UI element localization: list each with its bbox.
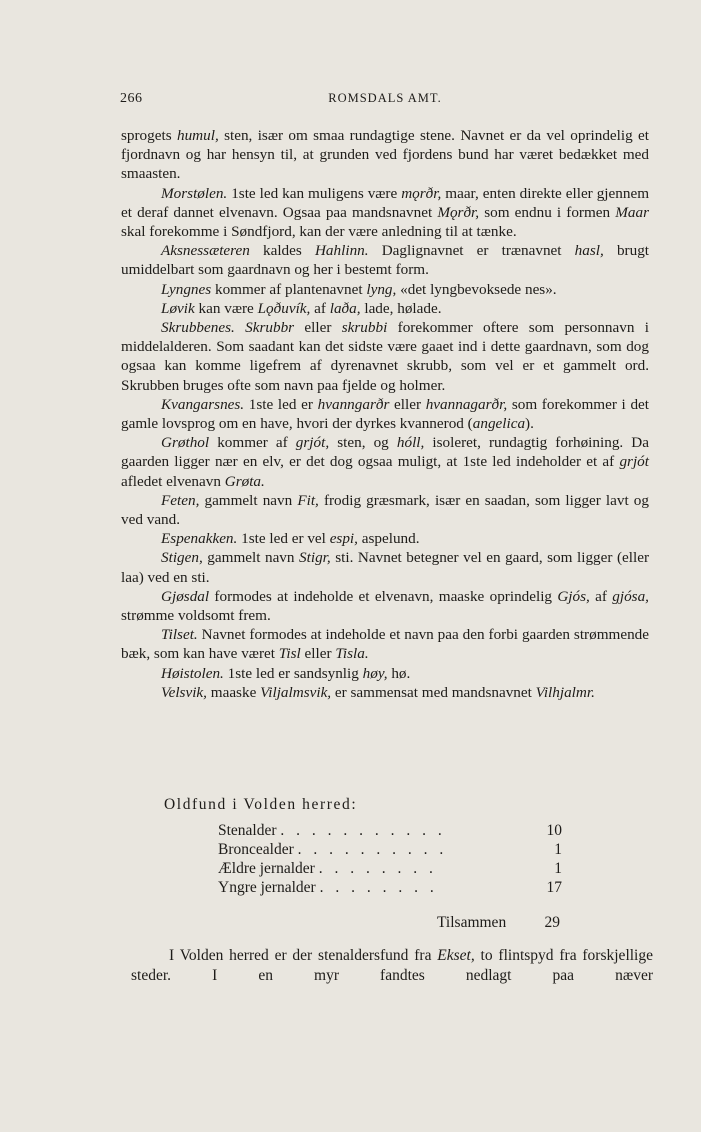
find-count: 10 (546, 821, 562, 839)
oldfund-row (218, 840, 562, 859)
period-cell (218, 821, 522, 840)
paragraph (121, 433, 649, 491)
text-run: hø. (387, 664, 411, 682)
italic-term: grjót, (295, 434, 330, 452)
leader-dots: . . . . . . . . (318, 859, 437, 877)
paragraph (121, 664, 649, 683)
oldfund-table (218, 821, 562, 897)
italic-term: Feten, (161, 491, 200, 509)
italic-term: Gjós, (557, 587, 590, 605)
italic-term: Skrubbr (245, 319, 295, 337)
period-cell (218, 878, 522, 897)
oldfund-title: Oldfund i Volden herred: (164, 796, 358, 813)
paragraph (121, 683, 649, 702)
text-run: to flintspyd fra forskjellige steder. I en myr fandtes nedlagt paa næver (131, 947, 653, 984)
text-run: afledet elvenavn (121, 472, 225, 490)
italic-term: angelica (472, 415, 526, 433)
paragraph (131, 946, 653, 985)
period-name: Stenalder (218, 821, 281, 839)
paragraph (121, 126, 649, 184)
italic-term: hvannagarðr, (425, 395, 508, 413)
italic-term: Tisl (278, 645, 301, 663)
text-run: 1ste led er vel (237, 530, 330, 548)
text-run: maar, enten direkte eller gjennem et deraf dannet elvenavn. Ogsaa paa mandsnavnet (121, 184, 650, 221)
italic-term: Velsvik, (161, 683, 207, 701)
text-run: gammelt navn (202, 549, 300, 567)
closing-paragraph (131, 946, 653, 985)
text-run: sten, især om smaa rundagtige stene. Navnet er da vel oprindelig et fjordnavn og har hensyn til, at grunden ved fjordens bund har været bedækket med smaasten. (121, 127, 649, 183)
italic-term: hóll, (396, 434, 425, 452)
text-run: brugt umiddelbart som gaardnavn og her i bestemt form. (121, 242, 650, 279)
italic-term: Viljalmsvik, (260, 683, 332, 701)
total-value: 29 (544, 914, 560, 931)
italic-term: skrubbi (341, 319, 388, 337)
text-run: kaldes (249, 242, 315, 260)
paragraph (121, 395, 649, 433)
text-run: «det lyngbevoksede nes». (396, 280, 557, 298)
italic-term: høy, (362, 664, 388, 682)
body-text (121, 126, 649, 702)
italic-term: Mǫrðr, (437, 203, 480, 221)
oldfund-row (218, 859, 562, 878)
text-run: gammelt navn (199, 491, 298, 509)
leader-dots: . . . . . . . . (319, 878, 438, 896)
text-run: aspelund. (357, 530, 420, 548)
leader-dots: . . . . . . . . . . (297, 840, 448, 858)
italic-term: Ekset, (437, 947, 475, 964)
text-run: forekommer oftere som personnavn i middelalderen. Som saadant kan det sidste være gaaet ind i dette gaardnavn, som dog ogsaa kan komme ligefrem af dyrenavnet skrubb, som vel er et gammelt ord. Skrubben bruges ofte som navn paa fjelde og holmer. (121, 319, 650, 394)
paragraph (121, 241, 649, 279)
text-run (235, 319, 245, 336)
italic-term: Løvik (161, 299, 195, 317)
italic-term: Hahlinn. (314, 242, 369, 260)
text-run: ). (525, 415, 534, 433)
italic-term: Høistolen. (161, 664, 224, 682)
text-run: lade, hølade. (360, 299, 442, 317)
paragraph (121, 318, 649, 395)
find-count: 17 (546, 878, 562, 896)
italic-term: Morstølen. (161, 184, 228, 202)
text-run: maaske (206, 683, 261, 701)
italic-term: Grøthol (161, 434, 210, 452)
paragraph (121, 299, 649, 318)
text-run: isoleret, rundagtig forhøining. Da gaarden ligger nær en elv, er det dog ogsaa muligt, at 1ste led indeholder et af (121, 434, 650, 471)
text-run: kommer af plantenavnet (211, 280, 367, 298)
italic-term: Aksnessæteren (161, 242, 250, 260)
text-run: kommer af (209, 434, 296, 452)
period-name: Broncealder (218, 840, 298, 858)
text-run: sprogets (121, 127, 177, 144)
find-count: 1 (554, 859, 562, 877)
italic-term: humul, (176, 127, 219, 144)
italic-term: grjót (619, 453, 649, 471)
running-title: ROMSDALS AMT. (328, 91, 442, 105)
italic-term: espi, (329, 530, 358, 548)
find-count: 1 (554, 840, 562, 858)
text-run: Daglignavnet er trænavnet (368, 242, 575, 260)
italic-term: Stigen, (161, 549, 203, 567)
oldfund-row (218, 821, 562, 840)
italic-term: Maar (615, 203, 649, 221)
text-run: som endnu i formen (479, 203, 616, 221)
text-run: 1ste led er (244, 395, 318, 413)
text-run: I Volden herred er der stenaldersfund fra (169, 947, 438, 964)
paragraph (121, 548, 649, 586)
italic-term: Fit, (297, 491, 319, 509)
italic-term: Lyngnes (161, 280, 212, 298)
text-run: er sammensat med mandsnavnet (331, 683, 536, 701)
total-label: Tilsammen (437, 914, 507, 931)
text-run: strømme voldsomt frem. (121, 607, 271, 625)
italic-term: Lǫðuvík, (257, 299, 311, 317)
text-run: formodes at indeholde et elvenavn, maaske oprindelig (209, 587, 558, 605)
text-run: eller (294, 319, 342, 337)
period-name: Ældre jernalder (218, 859, 319, 877)
text-run: 1ste led kan muligens være (227, 184, 402, 202)
italic-term: Skrubbenes. (161, 319, 235, 337)
italic-term: hasl, (574, 242, 604, 260)
text-run: sti. Navnet betegner vel en gaard, som ligger (eller laa) ved en sti. (121, 549, 649, 586)
italic-term: laða, (329, 299, 361, 317)
italic-term: lyng, (366, 280, 397, 298)
text-run: eller (389, 395, 426, 413)
text-run: eller (300, 645, 336, 663)
italic-term: Espenakken. (161, 530, 238, 548)
oldfund-row (218, 878, 562, 897)
text-run: Navnet formodes at indeholde et navn paa den forbi gaarden strømmende bæk, som kan have været (121, 626, 649, 663)
italic-term: Vilhjalmr. (535, 683, 595, 701)
text-run: 1ste led er sandsynlig (223, 664, 363, 682)
italic-term: Kvangarsnes. (161, 395, 245, 413)
italic-term: Grøta. (224, 472, 265, 490)
period-name: Yngre jernalder (218, 878, 320, 896)
text-run: skal forekomme i Søndfjord, kan der være anledning til at tænke. (121, 223, 517, 241)
paragraph (121, 491, 649, 529)
italic-term: gjósa, (612, 587, 649, 605)
leader-dots: . . . . . . . . . . . (280, 821, 446, 839)
period-cell (218, 840, 522, 859)
paragraph (121, 184, 649, 242)
text-run: af (310, 299, 330, 317)
paragraph (121, 529, 649, 548)
text-run: som forekommer i det gamle lovsprog om en have, hvori der dyrkes kvannerod ( (121, 395, 650, 433)
text-run: frodig græsmark, især en saadan, som ligger lavt og ved vand. (121, 491, 649, 529)
italic-term: Tilset. (161, 626, 198, 644)
paragraph (121, 280, 649, 299)
page-number: 266 (120, 91, 143, 106)
page-header (120, 91, 650, 111)
italic-term: Tisla. (335, 645, 369, 663)
italic-term: Gjøsdal (161, 587, 210, 605)
text-run: af (589, 587, 613, 605)
text-run: sten, og (329, 434, 397, 452)
text-run: kan være (194, 299, 258, 317)
period-cell (218, 859, 522, 878)
paragraph (121, 587, 649, 625)
italic-term: hvanngarðr (317, 395, 390, 413)
italic-term: mǫrðr, (401, 184, 442, 202)
paragraph (121, 625, 649, 663)
italic-term: Stigr, (299, 549, 331, 567)
